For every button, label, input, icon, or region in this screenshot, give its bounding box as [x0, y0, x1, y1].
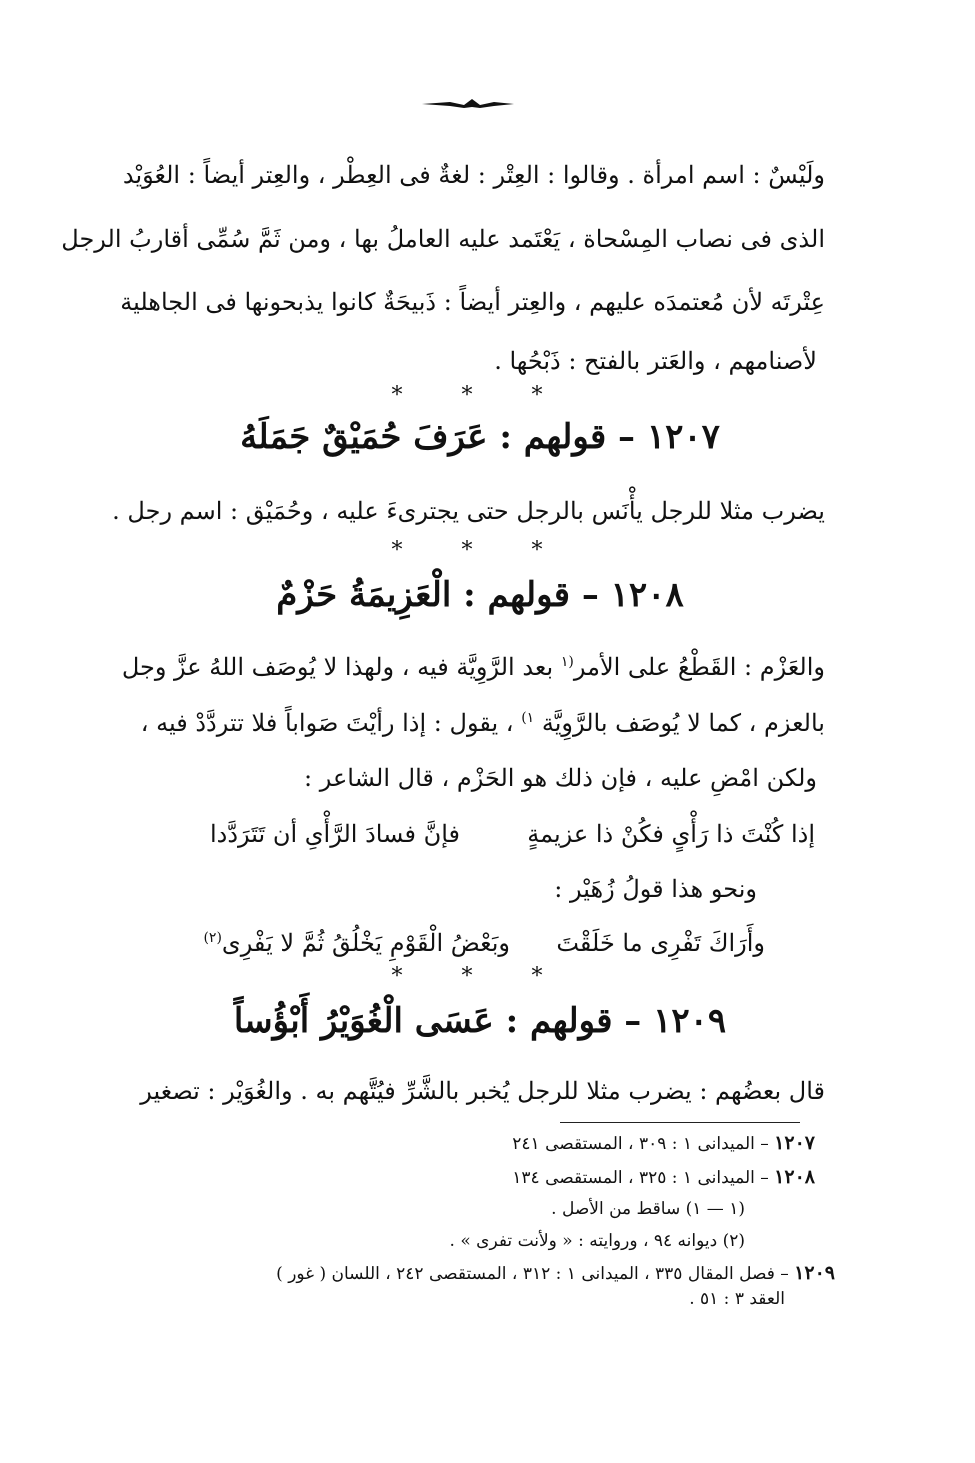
- entry-heading-1208: ١٢٠٨ – قولهم : الْعَزِيمَةُ حَزْمٌ: [276, 575, 684, 615]
- text-run: بعد الرَّوِيَّة فيه ، ولهذا لا يُوصَف اللهُ عزَّ وجل: [121, 653, 554, 681]
- paragraph-line: الذى فى نصاب المِسْحاة ، يَعْتَمد عليه العاملُ بها ، ومن ثَمَّ سُمِّى أقاربُ الرجل: [61, 225, 825, 253]
- text-run: ، يقول : إذا رأيْتَ صَواباً فلا تتردَّدْ فيه ،: [140, 709, 514, 737]
- footnote-text: (٢) ديوانه ٩٤ ، وروايته : « ولأنت تفرى » .: [449, 1231, 745, 1251]
- paragraph-line: عِتْرتَه لأن مُعتمدَه عليهم ، والعِتر أيضاً : ذَبيحَةٌ كانوا يذبحونها فى الجاهلية: [120, 288, 825, 316]
- entry-heading-1209: ١٢٠٩ – قولهم : عَسَى الْغُوَيْرُ أَبْؤُساً: [233, 1001, 727, 1041]
- text-run: والعَزْم : القَطْعُ على الأمر: [573, 653, 825, 681]
- footnote-number: ١٢٠٩: [794, 1262, 835, 1284]
- verse-hemistich-left: فإنَّ فسادَ الرَّأْىِ أن تَتَرَدَّدا: [210, 820, 460, 848]
- footnote-text: العقد ٣ : ٥١ .: [689, 1289, 785, 1309]
- text-run: وبَعْضُ الْقَوْمِ يَخْلُقُ ثُمَّ لا يَفْرِى: [221, 929, 510, 957]
- entry-heading-1207: ١٢٠٧ – قولهم : عَرَفَ حُمَيْقٌ جَمَلَهُ: [240, 417, 720, 457]
- entry-body-line: ولكن امْضِ عليه ، فإن ذلك هو الحَزْم ، قال الشاعر :: [304, 764, 817, 792]
- footnote: [285, 1286, 785, 1312]
- footnote-ref: ١): [521, 710, 535, 726]
- section-separator: * * *: [391, 383, 569, 408]
- footnote-number: ١٢٠٨: [774, 1166, 815, 1188]
- footnote-divider: [560, 1122, 800, 1123]
- section-separator: * * *: [391, 538, 569, 563]
- footnote: [115, 1130, 815, 1157]
- entry-body-line: [121, 650, 825, 684]
- paragraph-line: ولَيْسٌ : اسم امرأة . وقالوا : العِتْر : لغةٌ فى العِطْر ، والعِتر أيضاً : العُوَيْد: [122, 161, 825, 189]
- verse-hemistich-right: إذا كُنْتَ ذا رَأْىٍ فكُنْ ذا عزيمةٍ: [527, 820, 815, 848]
- entry-body-1209: قال بعضُهم : يضرب مثلا للرجل يُخبر بالشَّرِّ فيُتَّهم به . والغُوَيْر : تصغير: [140, 1077, 825, 1105]
- footnote-text: – الميدانى ١ : ٣٢٥ ، المستقصى ١٣٤: [512, 1168, 769, 1188]
- footnote: [115, 1164, 815, 1191]
- footnote: [245, 1196, 745, 1222]
- footnote: [115, 1260, 835, 1287]
- paragraph-line: لأصنامهم ، والعَتر بالفتح : ذَبْحُها .: [494, 347, 817, 375]
- footnote-text: – الميدانى ١ : ٣٠٩ ، المستقصى ٢٤١: [512, 1134, 769, 1154]
- verse-hemistich-left: [160, 926, 510, 960]
- footnote-text: (١ — ١) ساقط من الأصل .: [551, 1199, 745, 1219]
- footnote-text: – فصل المقال ٣٣٥ ، الميدانى ١ : ٣١٢ ، المستقصى ٢٤٢ ، اللسان ( غور ): [276, 1264, 789, 1284]
- footnote-ref: (٢): [203, 930, 222, 946]
- section-separator: * * *: [391, 964, 569, 989]
- entry-body-1207: يضرب مثلا للرجل يأْنَس بالرجل حتى يجترىءَ عليه ، وحُمَيْق : اسم رجل .: [112, 497, 825, 525]
- header-ornament: [420, 96, 516, 110]
- footnote: [245, 1228, 745, 1254]
- footnote-ref: (١: [560, 654, 574, 670]
- entry-body-line: [125, 706, 825, 740]
- text-run: بالعزم ، كما لا يُوصَف بالرَّوِيَّة: [541, 709, 825, 737]
- entry-body-line: ونحو هذا قولُ زُهَيْر :: [554, 875, 757, 903]
- footnote-number: ١٢٠٧: [774, 1132, 815, 1154]
- verse-hemistich-right: وأَرَاكَ تَفْرِى ما خَلَقْتَ: [556, 929, 765, 957]
